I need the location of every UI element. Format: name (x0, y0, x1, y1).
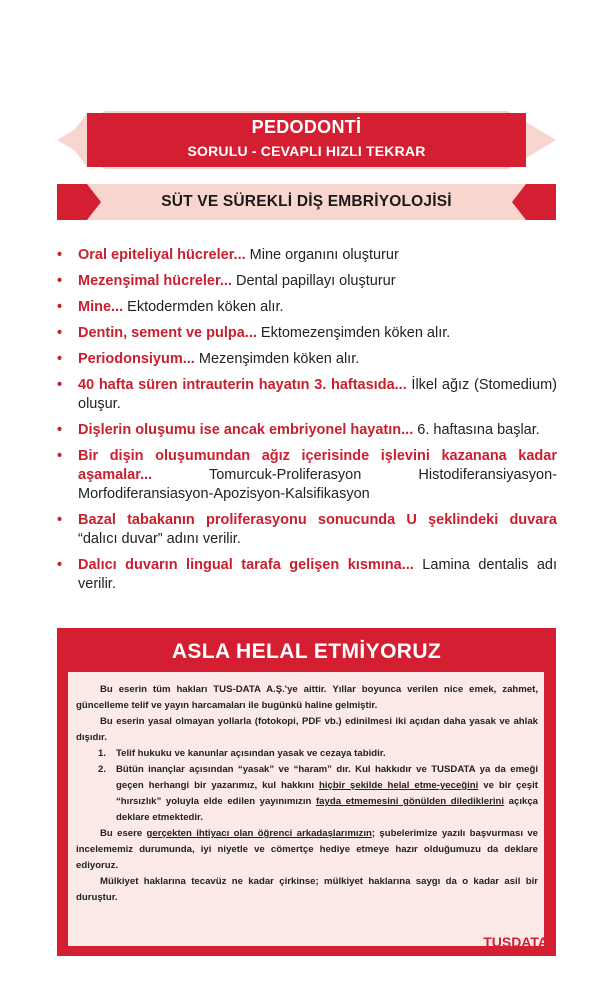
bullet-icon: • (57, 448, 63, 464)
bullet-icon: • (57, 377, 63, 393)
item-text: Lamina dentalis adı verilir. (78, 557, 557, 592)
brand-label: TUSDATA (483, 934, 548, 950)
fact-list (57, 246, 557, 601)
item-lead: Dişlerin oluşumu ise ancak embriyonel hayatın... (78, 422, 414, 438)
item-text: Mezenşimden köken alır. (194, 351, 360, 367)
notice-list-text: ve bir çeşit “hırsızlık” yoluyla elde edilen yayınımızın (116, 780, 538, 807)
header-subtitle: SORULU - CEVAPLI HIZLI TEKRAR (187, 143, 426, 159)
item-lead: Bir dişin oluşumundan ağız içerisinde işlevini kazanana kadar aşamalar... (78, 448, 557, 483)
item-text: “dalıcı duvar” adını verilir. (78, 531, 241, 547)
item-lead: 40 hafta süren intrauterin hayatın 3. haftasıda... (78, 377, 407, 393)
item-text: 6. haftasına başlar. (413, 422, 540, 438)
notice-paragraph: Mülkiyet haklarına tecavüz ne kadar çirkinse; mülkiyet haklarına saygı da o kadar asil bir duruştur. (76, 876, 538, 903)
item-lead: Mezenşimal hücreler... (78, 273, 232, 289)
list-number: 1. (98, 748, 107, 759)
list-item (57, 421, 557, 440)
underlined-text: fayda etmemesini gönülden dilediklerini (315, 796, 505, 807)
list-number: 2. (98, 764, 107, 775)
list-item (57, 246, 557, 265)
notice-body (68, 672, 544, 946)
bullet-icon: • (57, 512, 63, 528)
list-item (57, 298, 557, 317)
notice-paragraph (76, 826, 538, 874)
list-item (57, 350, 557, 369)
notice-list-text: açıkça deklare etmektedir. (116, 796, 539, 823)
notice-list (76, 746, 538, 826)
item-text: Ektomezenşimden köken alır. (256, 325, 451, 341)
bullet-icon: • (57, 247, 63, 263)
notice-list-text: Bütün inançlar açısından “yasak” ve “haram” dır. Kul hakkıdır ve TUSDATA ya da emeği geçen herhangi bir yazarımız, kul hakkını (116, 764, 538, 791)
notice-list-item (76, 746, 538, 762)
list-item (57, 511, 557, 549)
list-item (57, 447, 557, 504)
list-item (57, 376, 557, 414)
header-title: PEDODONTİ (251, 117, 362, 137)
bullet-icon: • (57, 557, 63, 573)
notice-paragraph: Bu eserin yasal olmayan yollarla (fotokopi, PDF vb.) edinilmesi iki açıdan daha yasak ve ahlak dışıdır. (76, 716, 538, 743)
notice-title: ASLA HELAL ETMİYORUZ (171, 640, 442, 663)
underlined-text: gerçekten ihtiyacı olan öğrenci arkadaşlarımızın (146, 828, 372, 839)
bullet-icon: • (57, 299, 63, 315)
item-text: Dental papillayı oluşturur (231, 273, 396, 289)
list-item (57, 556, 557, 594)
notice-text: ; şubelerimize yazılı başvurması ve incelememiz durumunda, iyi niyetle ve cömertçe hediye etmeye hazır olduğumuzu da deklare ediyoruz. (76, 828, 538, 871)
item-lead: Periodonsiyum... (78, 351, 195, 367)
section-title: SÜT VE SÜREKLİ DİŞ EMBRİYOLOJİSİ (161, 193, 452, 210)
item-lead: Bazal tabakanın proliferasyonu sonucunda U şeklindeki duvara (78, 512, 557, 528)
bullet-icon: • (57, 351, 63, 367)
item-lead: Oral epiteliyal hücreler... (78, 247, 246, 263)
section-banner (57, 184, 556, 220)
header-banner (57, 111, 556, 169)
list-item (57, 272, 557, 291)
notice-list-text: Telif hukuku ve kanunlar açısından yasak ve cezaya tabidir. (116, 748, 386, 759)
item-lead: Dalıcı duvarın lingual tarafa gelişen kısmına... (78, 557, 414, 573)
notice-paragraph: Bu eserin tüm hakları TUS-DATA A.Ş.'ye aittir. Yıllar boyunca verilen nice emek, zahmet, güncelleme telif ve yayın harcamaları ile bugünkü haline gelmiştir. (76, 684, 538, 711)
item-text: Ektodermden köken alır. (123, 299, 284, 315)
notice-list-item (76, 762, 538, 826)
copyright-notice (57, 628, 556, 956)
notice-text: Bu esere (100, 828, 147, 839)
bullet-icon: • (57, 273, 63, 289)
item-text: Mine organını oluşturur (245, 247, 399, 263)
item-lead: Dentin, sement ve pulpa... (78, 325, 257, 341)
list-item (57, 324, 557, 343)
item-text: Tomurcuk-Proliferasyon Histodiferansiyasyon-Morfodiferansiasyon-Apozisyon-Kalsifikasyon (78, 467, 557, 502)
bullet-icon: • (57, 422, 63, 438)
underlined-text: hiçbir şekilde helal etme-yeceğini (318, 780, 479, 791)
item-lead: Mine... (78, 299, 124, 315)
item-text: İlkel ağız (Stomedium) oluşur. (78, 377, 557, 412)
bullet-icon: • (57, 325, 63, 341)
